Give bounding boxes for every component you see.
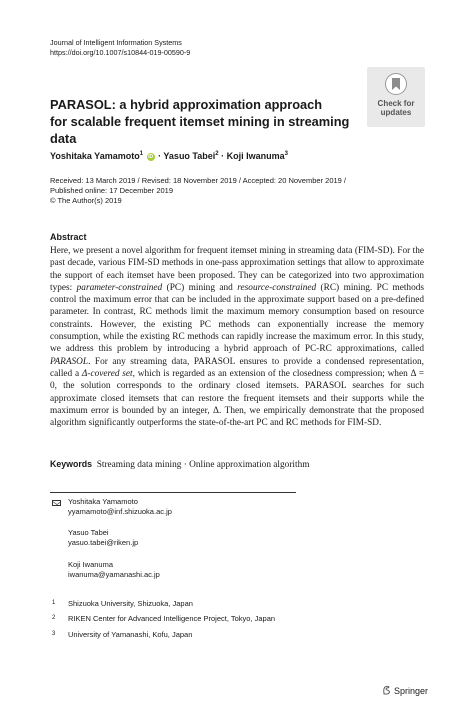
author-list	[50, 148, 288, 162]
abstract-emphasis: PARASOL	[50, 356, 89, 367]
contact-name: Yasuo Tabei	[68, 528, 109, 537]
publisher-logo	[382, 685, 428, 697]
contact-name: Koji Iwanuma	[68, 560, 114, 569]
abstract-text: . For any streaming data, PARASOL ensures to provide a condensed representation, called a	[50, 356, 424, 379]
abstract-heading: Abstract	[50, 232, 87, 242]
contact-entry	[68, 528, 138, 548]
abstract-text: Here, we present a novel algorithm for frequent itemset mining in streaming data (FIM-SD). For the past decade, various FIM-SD methods in one-pass approximation settings that allow to approximate the support of each itemset have been proposed. They can be categorized into two approximation types:	[50, 246, 424, 293]
affiliation-text: Shizuoka University, Shizuoka, Japan	[68, 599, 193, 608]
author-separator: ·	[221, 151, 225, 161]
springer-horse-icon	[382, 685, 391, 697]
keywords	[50, 458, 309, 471]
author-name[interactable]: Koji Iwanuma	[226, 151, 285, 161]
check-updates-line1: Check for	[377, 99, 415, 108]
doi-link[interactable]: https://doi.org/10.1007/s10844-019-00590-9	[50, 48, 191, 57]
contact-name: Yoshitaka Yamamoto	[68, 497, 138, 506]
publication-dates	[50, 176, 346, 206]
author-separator: ·	[158, 151, 162, 161]
affiliation-number: 1	[52, 600, 56, 606]
contact-email[interactable]: yasuo.tabei@riken.jp	[68, 538, 139, 547]
orcid-icon[interactable]: iD	[148, 154, 154, 160]
bookmark-icon	[385, 73, 407, 95]
dates-line: Published online: 17 December 2019	[50, 186, 173, 195]
contact-email[interactable]: iwanuma@yamanashi.ac.jp	[68, 570, 160, 579]
check-updates-line2: updates	[380, 108, 412, 117]
keywords-label: Keywords	[50, 459, 93, 469]
copyright-line: © The Author(s) 2019	[50, 196, 122, 205]
affiliation-number: 2	[52, 615, 56, 621]
author-affiliation-mark: 1	[139, 151, 144, 157]
title-line-2: for scalable frequent itemset mining in streaming data	[50, 114, 350, 146]
abstract-body	[50, 245, 424, 429]
abstract-text: (RC) mining. PC methods control the maximum error that can be included in the approximate support based on a pre-defined parameter. In contrast, RC methods limit the maximum memory consumption based on resource constraints. However, the existing PC methods can exponentially increase the memory consumption, while the existing RC methods can rapidly increase the maximum error. In this study, we address this problem by introducing a hybrid approach of PC-RC approximations, called	[50, 282, 424, 355]
author-name[interactable]: Yoshitaka Yamamoto	[50, 151, 140, 161]
check-for-updates-badge[interactable]	[367, 67, 425, 127]
author-affiliation-mark: 3	[284, 151, 289, 157]
journal-name: Journal of Intelligent Information Systems	[50, 38, 182, 47]
abstract-text: , which is regarded as an extension of the closedness compression; when Δ = 0, the solution corresponds to the ordinary closed itemsets. PARASOL searches for such approximate closed itemsets that can restore the frequent itemsets and their supports while the maximum error is bounded by an integer, Δ. Then, we empirically demonstrate that the proposed algorithm significantly outperforms the state-of-the-art PC and RC methods for FIM-SD.	[50, 368, 425, 429]
abstract-emphasis: parameter-constrained	[76, 282, 163, 293]
abstract-text: (PC) mining and	[162, 282, 238, 293]
contact-email[interactable]: yyamamoto@inf.shizuoka.ac.jp	[68, 507, 172, 516]
contact-entry	[68, 560, 160, 580]
abstract-emphasis: Δ-covered set	[81, 368, 133, 379]
dates-line: Received: 13 March 2019 / Revised: 18 November 2019 / Accepted: 20 November 2019 /	[50, 176, 347, 185]
author-name[interactable]: Yasuo Tabei	[163, 151, 216, 161]
contact-entry	[68, 497, 172, 517]
affiliation-text: RIKEN Center for Advanced Intelligence Project, Tokyo, Japan	[68, 614, 276, 623]
paper-title	[50, 96, 360, 147]
title-line-1: PARASOL: a hybrid approximation approach	[50, 97, 323, 112]
envelope-icon	[52, 500, 61, 506]
publisher-name: Springer	[394, 686, 429, 696]
abstract-emphasis: resource-constrained	[237, 282, 317, 293]
affiliation-text: University of Yamanashi, Kofu, Japan	[68, 630, 193, 639]
footnote-divider	[50, 492, 296, 493]
author-affiliation-mark: 2	[215, 151, 219, 157]
keywords-text: Streaming data mining · Online approximation algorithm	[96, 460, 310, 470]
affiliation-number: 3	[52, 631, 56, 637]
